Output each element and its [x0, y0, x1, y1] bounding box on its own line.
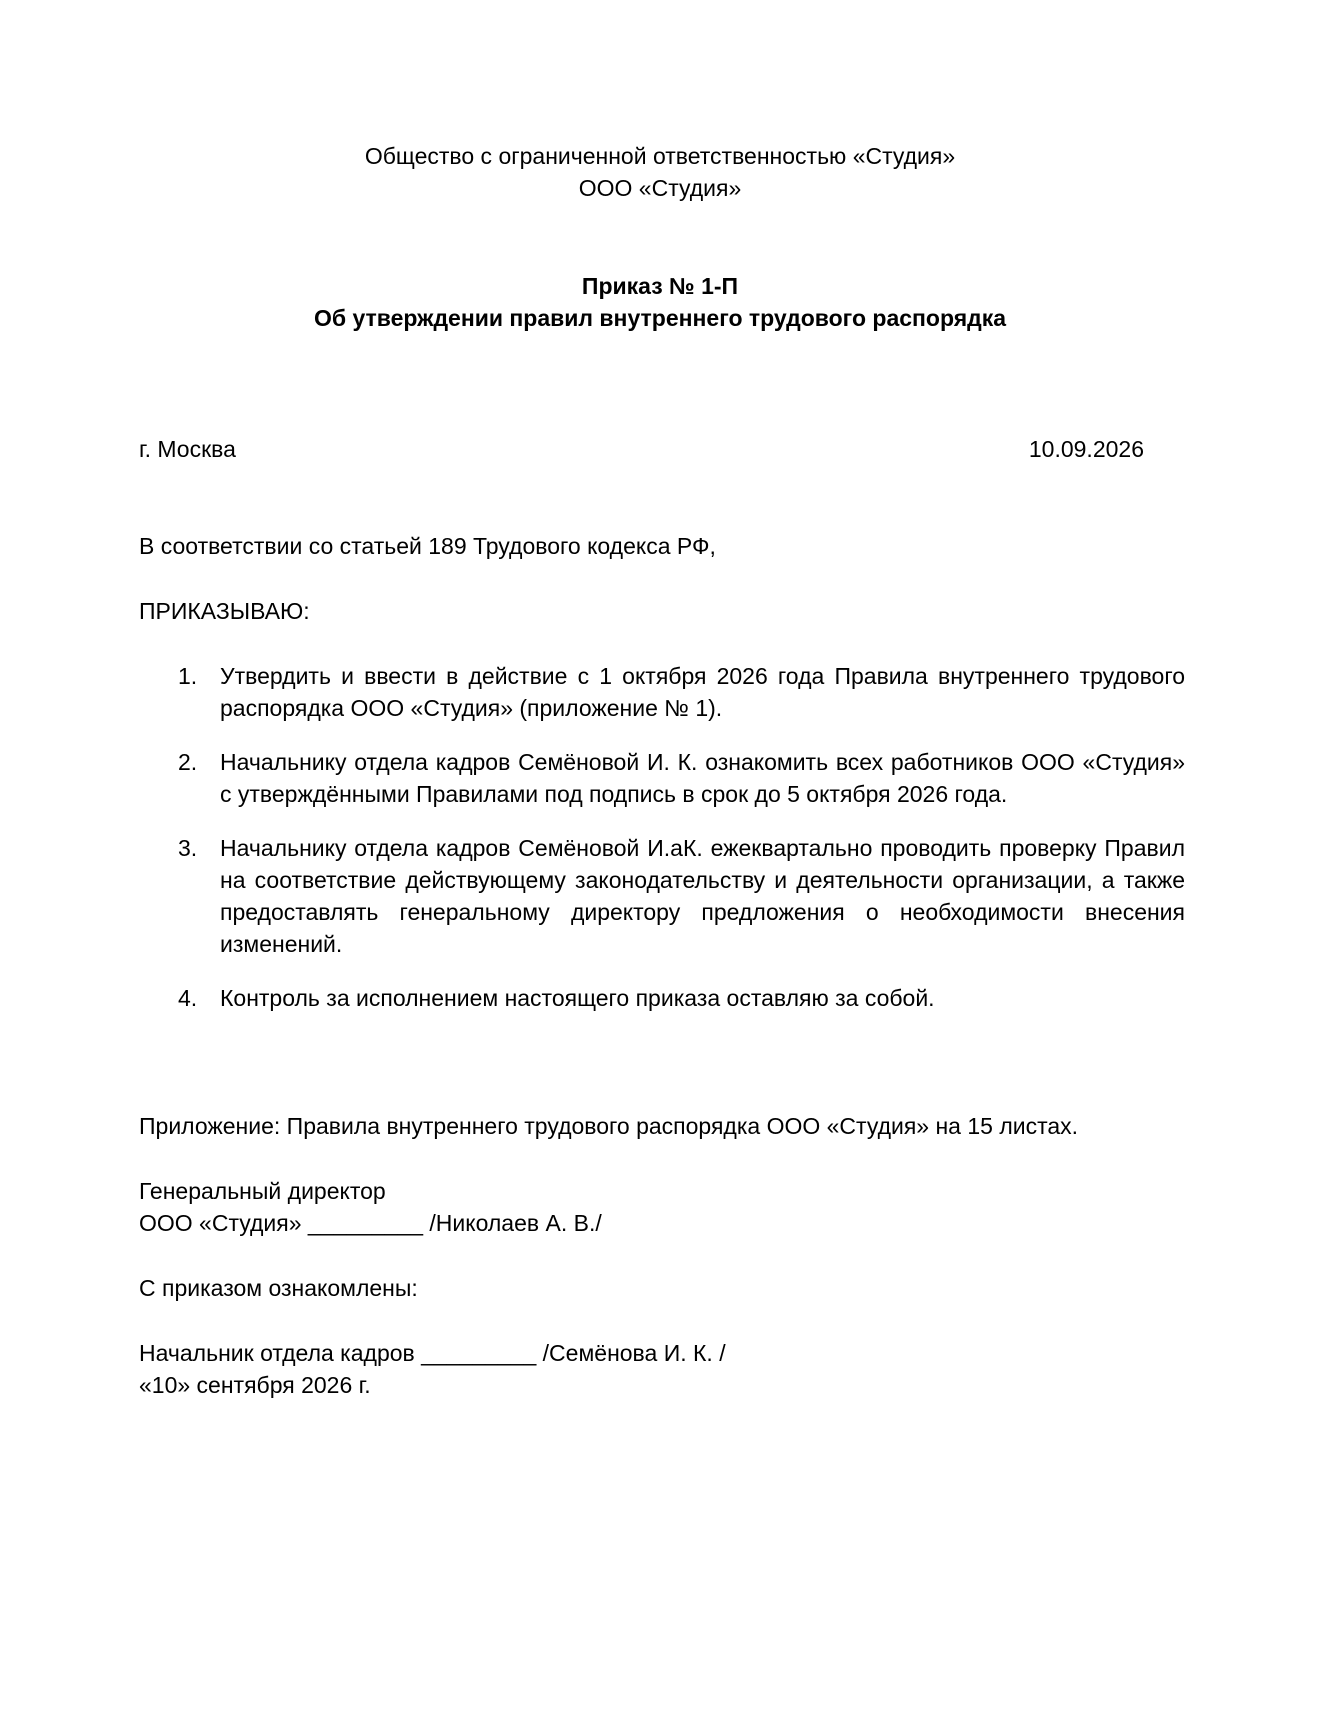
- hr-position: Начальник отдела кадров: [139, 1340, 415, 1366]
- legal-basis: В соответствии со статьей 189 Трудового кодекса РФ,: [139, 533, 716, 559]
- order-item-text: Контроль за исполнением настоящего приказа оставляю за собой.: [220, 985, 935, 1011]
- director-signature-blank: _________: [307, 1210, 424, 1236]
- appendix-note: Приложение: Правила внутреннего трудового распорядка ООО «Студия» на 15 листах.: [139, 1113, 1079, 1139]
- order-item: [139, 982, 1185, 1014]
- order-items-list: [139, 660, 1185, 1036]
- order-item-text: Начальнику отдела кадров Семёновой И. К. ознакомить всех работников ООО «Студия» с утверждёнными Правилами под подпись в срок до 5 октября 2026 года.: [220, 749, 1185, 807]
- order-title-block: [0, 270, 1320, 334]
- hr-signature-block: [139, 1337, 726, 1401]
- order-item-number: 4.: [178, 985, 198, 1011]
- order-item-text: Утвердить и ввести в действие с 1 октября 2026 года Правила внутреннего трудового распорядка ООО «Студия» (приложение № 1).: [220, 663, 1185, 721]
- order-date: 10.09.2026: [1028, 436, 1144, 462]
- director-company: ООО «Студия»: [139, 1210, 302, 1236]
- order-item: [139, 832, 1185, 960]
- director-signature-block: [139, 1175, 602, 1239]
- order-subject: Об утверждении правил внутреннего трудового распорядка: [313, 305, 1007, 331]
- order-item-text: Начальнику отдела кадров Семёновой И.аК. ежеквартально проводить проверку Правил на соответствие действующему законодательству и деятельности организации, а также предоставлять генеральному директору предложения о необходимости внесения изменений.: [220, 835, 1185, 957]
- order-directive: ПРИКАЗЫВАЮ:: [139, 598, 310, 624]
- director-position: Генеральный директор: [139, 1178, 386, 1204]
- order-item: [139, 746, 1185, 810]
- organization-short-name: ООО «Студия»: [578, 175, 742, 201]
- order-item-number: 3.: [178, 835, 198, 861]
- organization-header: [0, 140, 1320, 204]
- order-number: Приказ № 1-П: [581, 273, 739, 299]
- director-name: /Николаев А. В./: [429, 1210, 602, 1236]
- order-item-number: 2.: [178, 749, 198, 775]
- order-item: [139, 660, 1185, 724]
- hr-signature-blank: _________: [421, 1340, 537, 1366]
- director-signature-line: [139, 1207, 602, 1239]
- hr-name: /Семёнова И. К. /: [542, 1340, 726, 1366]
- acknowledgement-label: С приказом ознакомлены:: [139, 1275, 418, 1301]
- organization-full-name: Общество с ограниченной ответственностью «Студия»: [364, 143, 956, 169]
- order-item-number: 1.: [178, 663, 198, 689]
- hr-signature-date: «10» сентября 2026 г.: [139, 1372, 371, 1398]
- hr-signature-line: [139, 1337, 726, 1369]
- order-city: г. Москва: [139, 436, 236, 462]
